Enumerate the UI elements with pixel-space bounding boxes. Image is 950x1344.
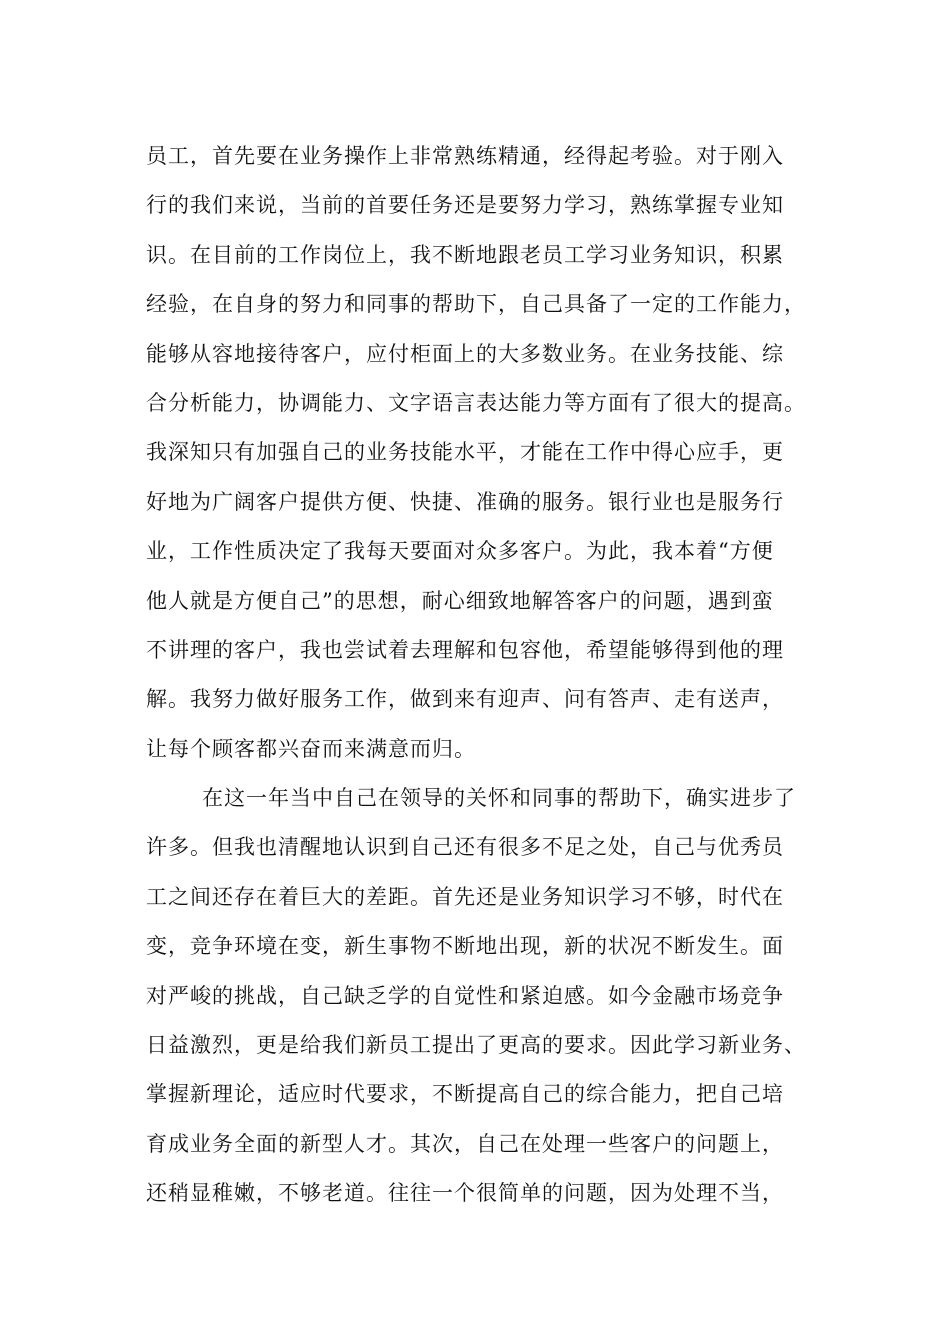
- text-line: 他人就是方便自己”的思想，耐心细致地解答客户的问题，遇到蛮: [146, 588, 774, 613]
- text-line: 能够从容地接待客户，应付柜面上的大多数业务。在业务技能、综: [146, 341, 784, 366]
- text-line: 行的我们来说，当前的首要任务还是要努力学习，熟练掌握专业知: [146, 193, 784, 218]
- text-line: 变，竞争环境在变，新生事物不断地出现，新的状况不断发生。面: [146, 934, 784, 959]
- text-line: 工之间还存在着巨大的差距。首先还是业务知识学习不够，时代在: [146, 884, 784, 909]
- body-text: [146, 132, 826, 1219]
- text-line: 掌握新理论，适应时代要求，不断提高自己的综合能力，把自己培: [146, 1082, 784, 1107]
- text-line: 合分析能力，协调能力、文字语言表达能力等方面有了很大的提高。: [146, 390, 806, 415]
- paragraph-start-line: 在这一年当中自己在领导的关怀和同事的帮助下，确实进步了: [202, 786, 796, 811]
- text-line: 对严峻的挑战，自己缺乏学的自觉性和紧迫感。如今金融市场竞争: [146, 983, 784, 1008]
- text-line: 经验，在自身的努力和同事的帮助下，自己具备了一定的工作能力，: [146, 292, 806, 317]
- text-line: 还稍显稚嫩，不够老道。往往一个很简单的问题，因为处理不当，: [146, 1181, 784, 1206]
- text-line: 业，工作性质决定了我每天要面对众多客户。为此，我本着“方便: [146, 539, 774, 564]
- text-line: 日益激烈，更是给我们新员工提出了更高的要求。因此学习新业务、: [146, 1033, 806, 1058]
- text-line: 不讲理的客户，我也尝试着去理解和包容他，希望能够得到他的理: [146, 637, 784, 662]
- text-line: 育成业务全面的新型人才。其次，自己在处理一些客户的问题上，: [146, 1131, 784, 1156]
- text-line: 员工，首先要在业务操作上非常熟练精通，经得起考验。对于刚入: [146, 144, 784, 168]
- text-line: 好地为广阔客户提供方便、快捷、准确的服务。银行业也是服务行: [146, 489, 784, 514]
- text-line: 识。在目前的工作岗位上，我不断地跟老员工学习业务知识，积累: [146, 242, 784, 267]
- text-line: 许多。但我也清醒地认识到自己还有很多不足之处，自己与优秀员: [146, 835, 784, 860]
- text-line: 解。我努力做好服务工作，做到来有迎声、问有答声、走有送声，: [146, 687, 784, 712]
- text-line: 我深知只有加强自己的业务技能水平，才能在工作中得心应手，更: [146, 440, 784, 465]
- text-line: 让每个顾客都兴奋而来满意而归。: [146, 736, 476, 761]
